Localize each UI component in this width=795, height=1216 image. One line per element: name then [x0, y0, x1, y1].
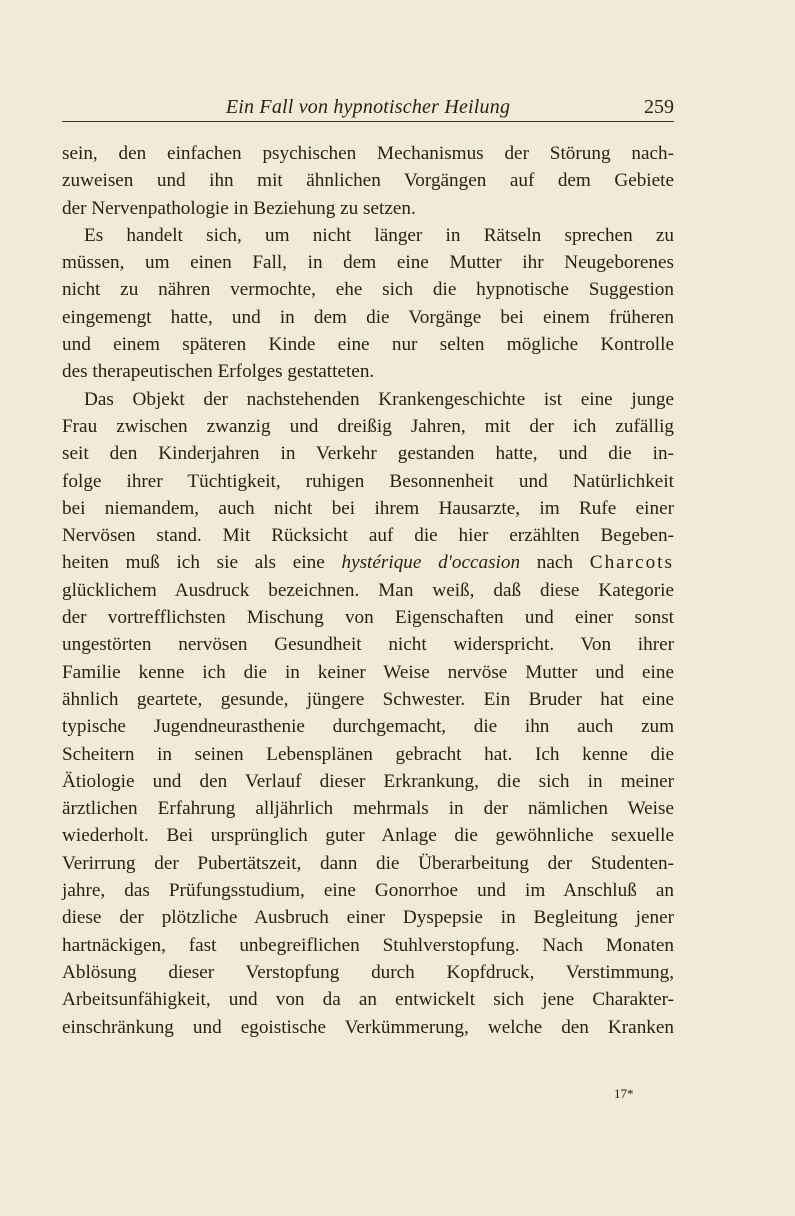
text-line: Arbeitsunfähigkeit, und von da an entwickelt sich jene Charakter- [62, 989, 674, 1011]
running-header [62, 96, 674, 122]
text-line: der Nervenpathologie in Beziehung zu setzen. [62, 197, 416, 219]
text-line: Ablösung dieser Verstopfung durch Kopfdruck, Verstimmung, [62, 961, 674, 983]
text-segment: heiten muß ich sie als eine [62, 552, 342, 574]
text-line: des therapeutischen Erfolges gestatteten. [62, 361, 375, 383]
italic-phrase: hystérique d'occasion [341, 552, 521, 574]
text-line: hartnäckigen, fast unbegreiflichen Stuhlverstopfung. Nach Monaten [62, 934, 674, 956]
text-line: ärztlichen Erfahrung alljährlich mehrmals in der nämlichen Weise [62, 798, 674, 820]
header-rule [62, 121, 674, 122]
text-line: nicht zu nähren vermochte, ehe sich die hypnotische Suggestion [62, 279, 674, 301]
text-line: sein, den einfachen psychischen Mechanismus der Störung nach- [62, 143, 674, 164]
text-line: ungestörten nervösen Gesundheit nicht widerspricht. Von ihrer [62, 634, 674, 656]
text-line: zuweisen und ihn mit ähnlichen Vorgängen auf dem Gebiete [62, 170, 674, 192]
text-line: wiederholt. Bei ursprünglich guter Anlage die gewöhnliche sexuelle [62, 825, 674, 847]
text-segment: nach [520, 552, 590, 574]
body-text [62, 140, 674, 1041]
text-line: der vortrefflichsten Mischung von Eigenschaften und einer sonst [62, 607, 674, 629]
text-line: glücklichem Ausdruck bezeichnen. Man weiß, daß diese Kategorie [62, 579, 674, 601]
text-line: müssen, um einen Fall, in dem eine Mutter ihr Neugeborenes [62, 252, 674, 274]
spaced-name: Charcots [589, 552, 674, 574]
text-line: und einem späteren Kinde eine nur selten mögliche Kontrolle [62, 334, 674, 356]
text-line: diese der plötzliche Ausbruch einer Dyspepsie in Begleitung jener [62, 907, 674, 929]
text-line: Nervösen stand. Mit Rücksicht auf die hier erzählten Begeben- [62, 525, 674, 547]
text-line: jahre, das Prüfungsstudium, eine Gonorrhoe und im Anschluß an [62, 880, 674, 902]
text-line-mixed [62, 549, 674, 576]
text-line: Frau zwischen zwanzig und dreißig Jahren, mit der ich zufällig [62, 415, 674, 437]
text-line: seit den Kinderjahren in Verkehr gestanden hatte, und die in- [62, 443, 674, 465]
page-number: 259 [644, 96, 674, 118]
text-line: einschränkung und egoistische Verkümmerung, welche den Kranken [62, 1016, 674, 1038]
text-line: folge ihrer Tüchtigkeit, ruhigen Besonnenheit und Natürlichkeit [62, 470, 674, 492]
signature-mark: 17* [614, 1086, 634, 1101]
running-title: Ein Fall von hypnotischer Heilung [225, 96, 511, 118]
text-line: Ätiologie und den Verlauf dieser Erkrankung, die sich in meiner [62, 770, 674, 792]
text-line: ähnlich geartete, gesunde, jüngere Schwester. Ein Bruder hat eine [62, 688, 674, 710]
text-line: typische Jugendneurasthenie durchgemacht, die ihn auch zum [62, 716, 674, 738]
text-line: Familie kenne ich die in keiner Weise nervöse Mutter und eine [62, 661, 674, 683]
text-line: Das Objekt der nachstehenden Krankengeschichte ist eine junge [84, 388, 674, 410]
text-line: bei niemandem, auch nicht bei ihrem Hausarzte, im Rufe einer [62, 497, 674, 519]
text-line: eingemengt hatte, und in dem die Vorgänge bei einem früheren [62, 306, 674, 328]
text-line: Scheitern in seinen Lebensplänen gebracht hat. Ich kenne die [62, 743, 674, 765]
text-line: Verirrung der Pubertätszeit, dann die Überarbeitung der Studenten- [62, 852, 674, 874]
text-line: Es handelt sich, um nicht länger in Rätseln sprechen zu [84, 224, 674, 246]
